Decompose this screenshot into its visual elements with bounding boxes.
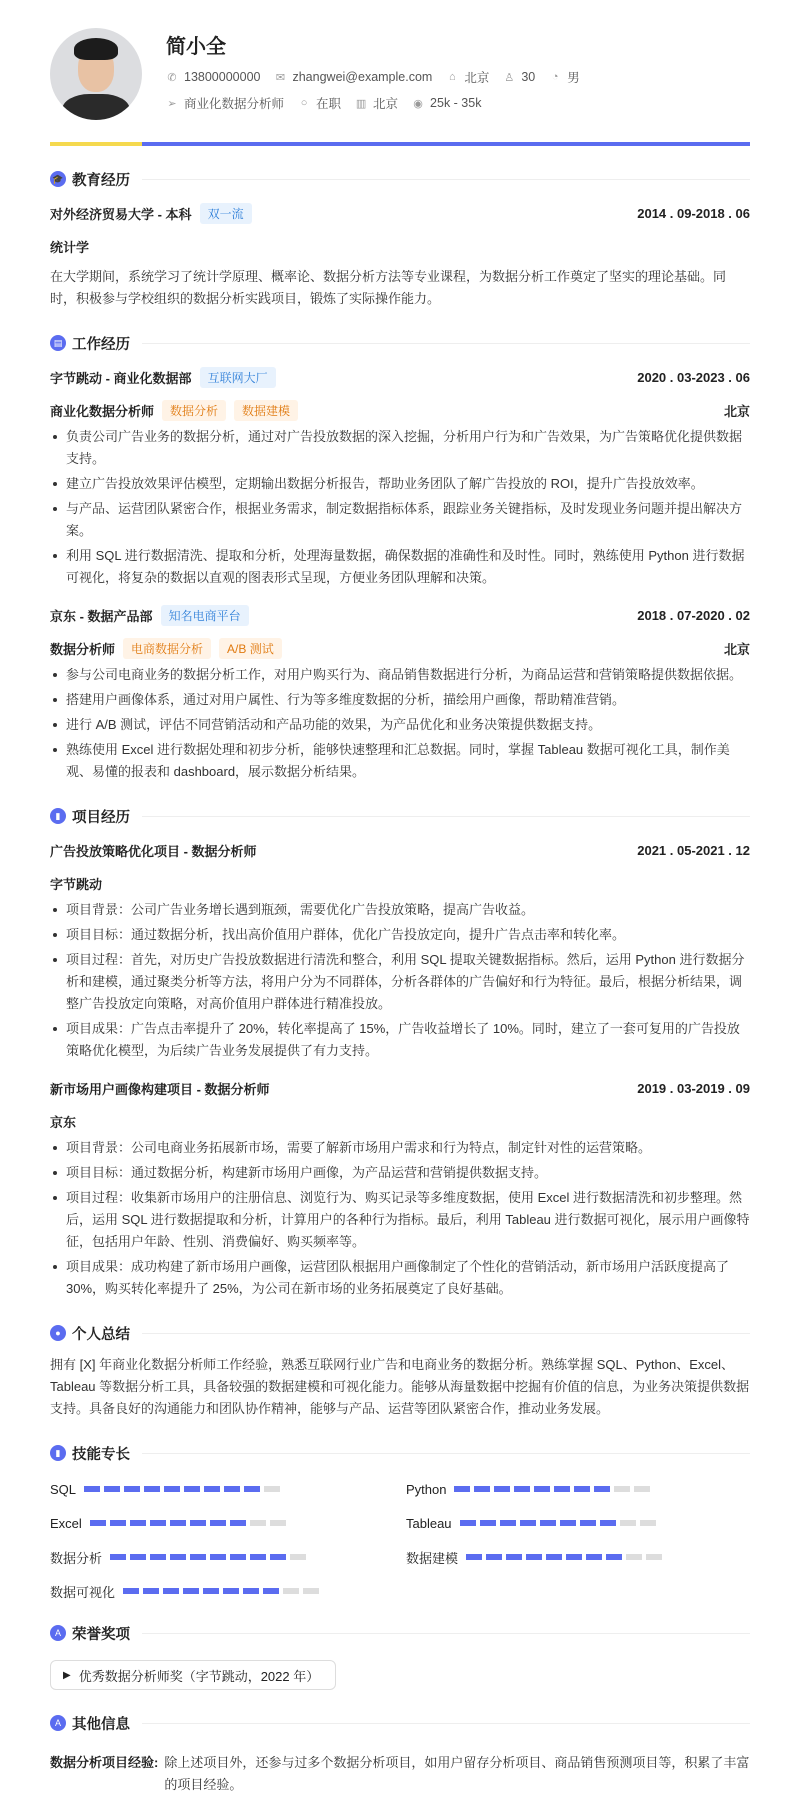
skill-level-segment [204,1486,220,1492]
skill-level-segment [264,1486,280,1492]
send-icon: ➢ [167,97,177,110]
info-icon: A [50,1715,66,1731]
section-title: 技能专长 [72,1446,130,1463]
work-city: 北京 [723,641,750,657]
skill-level-segment [163,1588,179,1594]
skill-level-segment [460,1520,476,1526]
status-icon: ○ [300,97,308,109]
skill-level-segment [466,1554,482,1560]
list-item: 建立广告投放效果评估模型，定期输出数据分析报告，帮助业务团队了解广告投放的 ROI，提升广告投放效率。 [50,473,750,495]
skill-level-segment [640,1520,656,1526]
header-divider [50,142,750,146]
skill-item [50,1514,406,1532]
project-company: 字节跳动 [50,876,103,892]
skill-level-bar [123,1588,323,1594]
skill-level-segment [540,1520,556,1526]
skill-level-segment [626,1554,642,1560]
salary-icon: ◉ [413,97,423,110]
other-text: 除上述项目外，还参与过多个数据分析项目，如用户留存分析项目、商品销售预测项目等，积累了丰富的项目经验。 [164,1755,750,1792]
skill-level-segment [283,1588,299,1594]
list-item: 熟练使用 Excel 进行数据处理和初步分析，能够快速整理和汇总数据。同时，掌握 Tableau 数据可视化工具，制作美观、易懂的报表和 dashboard，展示数据分析结果。 [50,739,750,783]
skill-level-segment [184,1486,200,1492]
school: 对外经济贸易大学 - 本科 [50,206,192,222]
skill-level-segment [514,1486,530,1492]
section-skills [50,1442,750,1464]
skill-level-bar [90,1520,290,1526]
work-left [50,367,276,388]
skill-level-segment [474,1486,490,1492]
skill-level-segment [210,1520,226,1526]
email: zhangwei@example.com [292,70,433,84]
company: 京东 - 数据产品部 [50,608,153,624]
project-company-row [50,1111,750,1131]
award-item[interactable] [50,1660,336,1690]
home-icon: ⌂ [449,71,456,83]
section-title: 荣誉奖项 [72,1626,130,1643]
role: 数据分析师 [50,641,116,657]
skill-tag: 数据分析 [162,400,226,421]
skill-level-segment [110,1520,126,1526]
list-item: 进行 A/B 测试，评估不同营销活动和产品功能的效果，为产品优化和业务决策提供数据支持。 [50,714,750,736]
section-title: 工作经历 [72,336,130,353]
skill-level-segment [454,1486,470,1492]
skill-level-segment [170,1554,186,1560]
list-item: 参与公司电商业务的数据分析工作，对用户购买行为、商品销售数据进行分析，为商品运营和营销策略提供数据依据。 [50,664,750,686]
skill-name: SQL [50,1481,77,1497]
target-city: 北京 [373,97,399,111]
project-name: 广告投放策略优化项目 - 数据分析师 [50,843,257,859]
role-left [50,400,298,421]
skill-level-bar [454,1486,654,1492]
bullet-list [50,899,750,1062]
skill-level-segment [594,1486,610,1492]
edu-desc: 在大学期间，系统学习了统计学原理、概率论、数据分析方法等专业课程，为数据分析工作奠定了坚实的理论基础。同时，积极参与学校组织的数据分析实践项目，锻炼了实际操作能力。 [50,269,727,306]
skill-item [50,1480,406,1498]
work-date: 2018 . 07-2020 . 02 [637,607,750,623]
skill-level-segment [124,1486,140,1492]
work-city: 北京 [723,403,750,419]
mail-icon: ✉ [275,71,286,84]
skill-level-segment [110,1554,126,1560]
skill-level-segment [230,1520,246,1526]
section-education [50,168,750,190]
major: 统计学 [50,239,90,255]
target-job: 商业化数据分析师 [184,97,285,111]
role-left [50,638,282,659]
project-name: 新市场用户画像构建项目 - 数据分析师 [50,1081,270,1097]
list-item: 搭建用户画像体系，通过对用户属性、行为等多维度数据的分析，描绘用户画像，帮助精准营销。 [50,689,750,711]
skill-level-segment [270,1520,286,1526]
profile-header [50,28,750,120]
skill-level-segment [104,1486,120,1492]
project-date: 2021 . 05-2021 . 12 [637,842,750,858]
cake-icon: ♙ [504,71,515,84]
caret-right-icon: ▶ [63,1669,71,1681]
skill-level-segment [130,1554,146,1560]
briefcase-icon: ▤ [50,335,66,351]
skill-level-segment [500,1520,516,1526]
work-entry [50,367,750,589]
gender-icon: ◔ [551,71,559,83]
work-header [50,367,750,387]
skill-level-segment [130,1520,146,1526]
skill-level-segment [243,1588,259,1594]
skill-level-segment [143,1588,159,1594]
skill-level-segment [164,1486,180,1492]
skill-tag: A/B 测试 [219,638,282,659]
school-tag: 双一流 [200,203,252,224]
skill-name: 数据可视化 [50,1584,116,1600]
gender: 男 [567,71,580,85]
skill-level-segment [494,1486,510,1492]
skill-level-segment [303,1588,319,1594]
project-company: 京东 [50,1114,77,1130]
project-date: 2019 . 03-2019 . 09 [637,1080,750,1096]
skill-name: Python [406,1481,447,1497]
skill-level-segment [534,1486,550,1492]
project-entry [50,840,750,1062]
avatar [50,28,142,120]
section-summary [50,1322,750,1344]
skill-level-segment [480,1520,496,1526]
work-date: 2020 . 03-2023 . 06 [637,369,750,385]
list-item: 负责公司广告业务的数据分析，通过对广告投放数据的深入挖掘，分析用户行为和广告效果，为广告策略优化提供数据支持。 [50,426,750,470]
list-item: 项目背景：公司广告业务增长遇到瓶颈，需要优化广告投放策略，提高广告收益。 [50,899,750,921]
skill-item [50,1548,406,1566]
section-work [50,332,750,354]
skill-level-segment [646,1554,662,1560]
bullet-list [50,426,750,589]
list-item: 项目目标：通过数据分析，构建新市场用户画像，为产品运营和营销提供数据支持。 [50,1162,750,1184]
job-status: 在职 [316,97,342,111]
company: 字节跳动 - 商业化数据部 [50,370,192,386]
project-header [50,1078,750,1098]
project-entry [50,1078,750,1300]
skill-level-bar [110,1554,310,1560]
work-left [50,605,249,626]
section-title: 其他信息 [72,1716,130,1733]
skill-level-segment [486,1554,502,1560]
skill-level-segment [600,1520,616,1526]
candidate-name: 简小全 [166,36,226,58]
chart-icon: ▮ [50,808,66,824]
graduation-icon: 🎓 [50,171,66,187]
bullet-list [50,1137,750,1300]
skill-level-segment [244,1486,260,1492]
skill-level-segment [270,1554,286,1560]
section-title: 项目经历 [72,809,130,826]
skill-level-segment [606,1554,622,1560]
skill-level-segment [546,1554,562,1560]
skill-level-segment [84,1486,100,1492]
edu-date: 2014 . 09-2018 . 06 [637,205,750,221]
skill-tag: 数据建模 [234,400,298,421]
skill-level-bar [460,1520,660,1526]
skill-level-bar [84,1486,284,1492]
work-header [50,605,750,625]
list-item: 项目成果：成功构建了新市场用户画像，运营团队根据用户画像制定了个性化的营销活动，新市场用户活跃度提高了 30%，购买转化率提升了 25%，为公司在新市场的业务拓展奠定了良好基础。 [50,1256,750,1300]
section-awards [50,1622,750,1644]
role-row [50,638,750,658]
skill-level-segment [580,1520,596,1526]
project-header [50,840,750,860]
skill-level-segment [230,1554,246,1560]
bullet-list [50,664,750,783]
skill-item [406,1548,750,1566]
salary: 25k - 35k [430,96,482,110]
skill-level-segment [526,1554,542,1560]
role-row [50,400,750,420]
skill-level-segment [224,1486,240,1492]
skill-name: 数据建模 [406,1550,459,1566]
skill-level-segment [150,1520,166,1526]
building-icon: ▥ [355,97,367,110]
skill-level-segment [634,1486,650,1492]
skill-level-segment [250,1554,266,1560]
skill-level-segment [250,1520,266,1526]
skill-level-segment [560,1520,576,1526]
skill-level-segment [190,1554,206,1560]
skill-level-segment [566,1554,582,1560]
skill-level-segment [586,1554,602,1560]
role: 商业化数据分析师 [50,403,155,419]
company-tag: 互联网大厂 [200,367,276,388]
other-label: 数据分析项目经验: [50,1755,159,1770]
skill-level-segment [150,1554,166,1560]
skill-level-segment [554,1486,570,1492]
phone-icon: ✆ [167,71,177,84]
skill-level-segment [506,1554,522,1560]
chart-icon: ▮ [50,1445,66,1461]
skill-level-bar [466,1554,666,1560]
skill-level-segment [210,1554,226,1560]
section-title: 个人总结 [72,1326,130,1343]
skill-level-segment [90,1520,106,1526]
skill-level-segment [574,1486,590,1492]
skill-level-segment [620,1520,636,1526]
skill-level-segment [520,1520,536,1526]
section-projects [50,805,750,827]
list-item: 项目成果：广告点击率提升了 20%，转化率提高了 15%，广告收益增长了 10%。同时，建立了一套可复用的广告投放策略优化模型，为后续广告业务发展提供了有力支持。 [50,1018,750,1062]
user-icon: ● [50,1325,66,1341]
skill-level-segment [614,1486,630,1492]
skill-level-segment [290,1554,306,1560]
skill-level-segment [263,1588,279,1594]
skill-level-segment [203,1588,219,1594]
skill-item [406,1514,750,1532]
list-item: 与产品、运营团队紧密合作，根据业务需求，制定数据指标体系，跟踪业务关键指标，及时发现业务问题并提出解决方案。 [50,498,750,542]
list-item: 项目过程：首先，对历史广告投放数据进行清洗和整合，利用 SQL 提取关键数据指标。然后，运用 Python 进行数据分析和建模，通过聚类分析等方法，将用户分为不同群体，分析各群体的广告偏好和行为特征。最后，根据分析结果，调整广告投放定向策略，对高价值用户群体进行精准投放。 [50,949,750,1015]
skill-level-segment [190,1520,206,1526]
skill-level-segment [223,1588,239,1594]
skill-level-segment [183,1588,199,1594]
company-tag: 知名电商平台 [161,605,249,626]
summary-text: 拥有 [X] 年商业化数据分析师工作经验，熟悉互联网行业广告和电商业务的数据分析。熟练掌握 SQL、Python、Excel、Tableau 等数据分析工具，具备较强的数据建模和可视化能力。能够从海量数据中挖掘有价值的信息，为业务决策提供数据支持。具备良好的沟通能力和团队协作精神，能够与产品、运营等团队紧密合作，推动业务发展。 [50,1357,750,1416]
skill-level-segment [144,1486,160,1492]
skill-name: Tableau [406,1515,452,1531]
skill-level-segment [123,1588,139,1594]
list-item: 项目背景：公司电商业务拓展新市场，需要了解新市场用户需求和行为特点，制定针对性的运营策略。 [50,1137,750,1159]
project-company-row [50,873,750,893]
award-icon: A [50,1625,66,1641]
list-item: 项目过程：收集新市场用户的注册信息、浏览行为、购买记录等多维度数据，使用 Excel 进行数据清洗和初步整理。然后，运用 SQL 进行数据提取和分析，计算用户的各种行为指标。最后，利用 Tableau 进行数据可视化，展示用户画像特征，包括用户年龄、性别、消费偏好、购买频率等。 [50,1187,750,1253]
list-item: 利用 SQL 进行数据清洗、提取和分析，处理海量数据，确保数据的准确性和及时性。同时，熟练使用 Python 进行数据可视化，将复杂的数据以直观的图表形式呈现，方便业务团队理解和决策。 [50,545,750,589]
phone: 13800000000 [184,70,261,84]
section-other [50,1712,750,1734]
work-entry [50,605,750,783]
skill-level-segment [170,1520,186,1526]
section-title: 教育经历 [72,172,130,189]
skill-tag: 电商数据分析 [123,638,211,659]
skill-name: 数据分析 [50,1550,103,1566]
list-item: 项目目标：通过数据分析，找出高价值用户群体，优化广告投放定向，提升广告点击率和转化率。 [50,924,750,946]
location: 北京 [464,71,490,85]
award-label: 优秀数据分析师奖（字节跳动，2022 年） [78,1668,320,1684]
age: 30 [521,70,536,84]
skill-item [50,1582,406,1600]
skill-name: Excel [50,1515,82,1531]
skill-item [406,1480,750,1498]
